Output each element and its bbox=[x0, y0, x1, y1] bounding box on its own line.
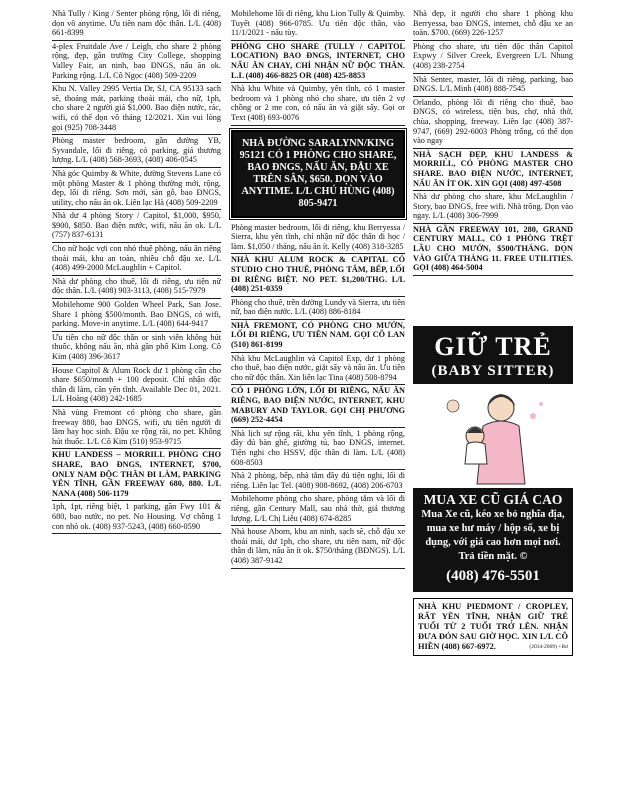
classified-ad: Orlando, phòng lối đi riêng cho thuê, bao ĐNGS, có wireless, tiện bus, chợ, nhà thờ, chùa, shopping, freeway. Liên lạc (408) 387-9747, (669) 292-6003 Phòng trống, có thể dọn vào ngay bbox=[413, 97, 573, 149]
classified-ad: Mobilehome 900 Golden Wheel Park, San Jose. Share 1 phòng $500/month. Bao ĐNGS, có wifi, parking. Move-in anytime. L/L (408) 644-9417 bbox=[52, 299, 221, 332]
classified-ad: 1ph, 1pt, riêng biệt, 1 parking, gần Fwy 101 & 680, bao nước, no pet. No Housing. Vợ chồng 1 con nhỏ ok. (408) 937-5243, (408) 660-0590 bbox=[52, 501, 221, 534]
classified-ad: NHÀ KHU ALUM ROCK & CAPITAL CÓ STUDIO CHO THUÊ, PHÒNG TẮM, BẾP, LỐI ĐI RIÊNG BIỆT. NO PET. $1,200/THG. L/L (408) 251-0359 bbox=[231, 254, 405, 296]
classified-ad: Nhà đẹp, ít người cho share 1 phòng khu Berryessa, bao ĐNGS, internet, chỗ đậu xe an toàn. $700. (669) 226-1257 bbox=[413, 8, 573, 41]
classified-ad: Phòng cho thuê, trên đường Lundy và Sierra, ưu tiên nữ, bao điện nước. L/L (408) 886-8184 bbox=[231, 297, 405, 320]
classified-ad: Nhà 2 phòng, bếp, nhà tắm đầy đủ tiện nghi, lối đi riêng. Liên lạc Tel. (408) 908-8692, (408) 206-6703 bbox=[231, 470, 405, 493]
piedmont-babysitting-ad bbox=[413, 598, 573, 656]
babysitter-banner bbox=[413, 326, 573, 384]
column-3 bbox=[413, 8, 573, 656]
classified-ad: Ưu tiên cho nữ độc thân or sinh viên không hút thuốc, không nấu ăn, nhà gần phố Kim Long. Cô Kim (408) 396-3617 bbox=[52, 332, 221, 365]
classified-ad: Nhà dư 4 phòng Story / Capitol, $1,000, $950, $900, $850. Bao điện nước, wifi, nấu ăn ok. L/L (757) 837-6131 bbox=[52, 210, 221, 243]
classified-ad: Nhà house Aborn, khu an ninh, sạch sẽ, chỗ đậu xe thoải mái, dư 1ph, cho share, ưu tiên nam, nữ độc thân đi làm, nấu ăn ít ok. $750/tháng (BĐNGS). L/L (408) 387-9142 bbox=[231, 526, 405, 568]
classified-ad: Nhà góc Quimby & White, đường Stevens Lane có một phòng Master & 1 phòng thường mới, rộng, đẹp, lối đi riêng. Sơn mới, sàn gỗ, bao ĐNGS, utility, cho nấu ăn ok. Liên lạc Hà (408) 509-2209 bbox=[52, 168, 221, 210]
saralynn-ad: NHÀ ĐƯỜNG SARALYNN/KING 95121 CÓ 1 PHÒNG CHO SHARE, BAO ĐNGS, NẤU ĂN, ĐẬU XE TRÊN SÂN, $650. DỌN VÀO ANYTIME. L/L CHÚ HÙNG (408) 805-9471 bbox=[231, 130, 405, 218]
babysitter-illustration bbox=[413, 384, 573, 488]
column-2-top-ads bbox=[231, 8, 405, 126]
classified-ad: Cho nữ hoặc vợi con nhỏ thuê phòng, nấu ăn riêng thoải mái, khu an toàn, nhiều chỗ đậu xe. L/L (408) 499-2000 McLaughlin + Capitol. bbox=[52, 243, 221, 276]
classified-ad: Phòng cho share, ưu tiên độc thân Capitol Expwy / Silver Creek, Evergreen L/L Nhung (408) 238-2754 bbox=[413, 41, 573, 74]
column-2 bbox=[231, 8, 405, 569]
car-ad-headline: MUA XE CŨ GIÁ CAO bbox=[423, 491, 563, 507]
car-buying-ad bbox=[413, 488, 573, 592]
classified-ad: KHU LANDESS – MORRILL PHÒNG CHO SHARE, BAO ĐNGS, INTERNET, $700, ONLY NAM ĐỘC THÂN ĐI LÀM, PARKING YÊN TĨNH, GẦN FREEWAY 680, 880. L/L NANA (408) 506-1179 bbox=[52, 449, 221, 501]
classified-ad: CÓ 1 PHÒNG LỚN, LỐI ĐI RIÊNG, NẤU ĂN RIÊNG, BAO ĐIỆN NƯỚC, INTERNET, KHU MABURY AND TAYLOR. GỌI CHỊ PHƯƠNG (669) 252-4454 bbox=[231, 385, 405, 427]
classified-ad: House Capitol & Alum Rock dư 1 phòng cần cho share $650/month + 100 deposit. Chỉ nhận độc thân đi làm, cần yên tĩnh. Available Dec 01, 2021. L/L Hoàng (408) 242-1685 bbox=[52, 365, 221, 407]
classified-ad: NHÀ GẦN FREEWAY 101, 280, GRAND CENTURY MALL, CÓ 1 PHÒNG TRỆT LẦU CHO MƯỚN, $500/THÁNG. DỌN VÀO GIỮA THÁNG 11. FREE UTILITIES. GỌI (408) 464-5004 bbox=[413, 224, 573, 276]
classified-ad: NHÀ FREMONT, CÓ PHÒNG CHO MƯỚN, LỐI ĐI RIÊNG, ƯU TIÊN NAM. GỌI CÔ LAN (510) 861-8199 bbox=[231, 320, 405, 353]
classified-ad: Phòng master bedroom, gần đường YB, Syvandale, lối đi riêng, có parking, giá thương lượng. L/L (408) 568-3693, (408) 406-0545 bbox=[52, 135, 221, 168]
classified-ad: Phòng master bedroom, lối đi riêng, khu Berryessa / Sierra, khu yên tĩnh, chỉ nhận nữ độc thân đi học / làm. $1,050 / tháng, nấu ăn ít. Kelly (408) 318-3285 bbox=[231, 222, 405, 255]
classified-ad: Nhà Tully / King / Senter phòng rộng, lối đi riêng, dọn vô anytime. Ưu tiên nam độc thân. L/L (408) 661-8399 bbox=[52, 8, 221, 41]
classified-ad: Mobilehome lối đi riêng, khu Lion Tully & Quimby. Tuyết (408) 966-0785. Ưu tiên độc thân, vào 11/1/2021 - nấu tùy. bbox=[231, 8, 405, 41]
classified-ad: Mobilehome phòng cho share, phòng tắm và lối đi riêng, gần Century Mall, sau nhà thờ, giá thương lượng. L/L Chị Liễu (408) 674-8285 bbox=[231, 493, 405, 526]
piedmont-ad-text: NHÀ KHU PIEDMONT / CROPLEY, RẤT YÊN TĨNH, NHẬN GIỮ TRẺ TUỔI TỪ 2 TUỔI TRỞ LÊN. NHẬN ĐƯA ĐÓN SAU GIỜ HỌC. XIN L/L CÔ HIỀN (408) 667-6972. bbox=[418, 601, 568, 651]
column-2-bottom-ads bbox=[231, 222, 405, 569]
classified-ad: Khu N. Valley 2995 Vertia Dr, SJ, CA 95133 sạch sẽ, thoáng mát, parking thoải mái, cho nữ, 1ph, cho share 2 người giá $1,000. Bao điện nước, rác, wifi, có thể dọn vô tháng 12/2021. Xin vui lòng gọi (925) 708-3448 bbox=[52, 83, 221, 135]
classified-ad: Nhà lịch sự rộng rãi, khu yên tĩnh, 1 phòng rộng, đầy đủ bàn ghế, giường tủ, bao ĐNGS, internet. Tiện nghi cho HSSV, độc thân đi làm. L/L (408) 608-8503 bbox=[231, 428, 405, 470]
classified-ad: PHÒNG CHO SHARE (TULLY / CAPITOL LOCATION) BAO ĐNGS, INTERNET, CHO NẤU ĂN CHAY, CHỈ NHẬN NỮ ĐỘC THÂN. L.L (408) 466-8825 OR (408) 425-8853 bbox=[231, 41, 405, 83]
mother-child-icon bbox=[433, 386, 553, 486]
car-ad-phone: (408) 476-5501 bbox=[446, 567, 540, 584]
classified-ad: NHÀ SẠCH ĐẸP, KHU LANDESS & MORRILL, CÓ PHÒNG MASTER CHO SHARE. BAO ĐIỆN NƯỚC, INTERNET, NẤU ĂN ÍT OK. XIN GỌI (408) 497-4508 bbox=[413, 149, 573, 191]
babysitter-title: GIỮ TRẺ bbox=[434, 331, 552, 361]
ad-code: (2034-2069) +Bư bbox=[529, 643, 568, 650]
car-ad-body: Mua Xe cũ, kéo xe bỏ nghĩa địa, mua xe hư máy / hộp số, xe bị đụng, với giá cao hơn mọi nơi. Trả tiền mặt. © bbox=[421, 508, 565, 562]
column-3-ads bbox=[413, 8, 573, 276]
column-1 bbox=[52, 8, 221, 534]
classified-ad: Nhà dư phòng cho share, khu McLaughlin / Story, bao ĐNGS, free wifi. Nhà trống. Dọn vào ngay. L/L (408) 306-7999 bbox=[413, 191, 573, 224]
classified-ad: Nhà dư phòng cho thuê, lối đi riêng, ưu tiên nữ độc thân. L/L (408) 903-3113, (408) 515-7979 bbox=[52, 276, 221, 299]
classified-ad: Nhà khu White và Quimby, yên tĩnh, có 1 master bedroom và 1 phòng nhỏ cho share, ưu tiên 2 vợ chồng or 2 me con, có nấu ăn và giặt sấy. Gọi or Text (408) 693-0076 bbox=[231, 83, 405, 125]
classified-ad: Nhà vùng Fremont có phòng cho share, gần freeway 880, bao ĐNGS, wifi, ưu tiên người đi làm hay học sinh. Đậu xe rộng rãi, no pet. Không hút thuốc. L/L Cô Kim (510) 953-9715 bbox=[52, 407, 221, 449]
babysitter-subtitle: (BABY SITTER) bbox=[431, 362, 555, 379]
classified-ad: Nhà khu McLaughlin và Capitol Exp, dư 1 phòng cho thuê, bao điện nước, giặt sấy và nấu ăn. Ưu tiên cho nữ độc thân. Xin liên lạc Tina (408) 508-8794 bbox=[231, 353, 405, 386]
classified-ad: Nhà Senter, master, lối đi riêng, parking, bao ĐNGS. L/L Minh (408) 888-7545 bbox=[413, 74, 573, 97]
classified-ad: 4-plex Fruitdale Ave / Leigh, cho share 2 phòng rộng, đẹp, gần trường City College, shopping Valley Fair, an ninh, bao ĐNGS, nấu ăn ok. Parking rộng. L/L Cô Ngọc (408) 509-2209 bbox=[52, 41, 221, 83]
